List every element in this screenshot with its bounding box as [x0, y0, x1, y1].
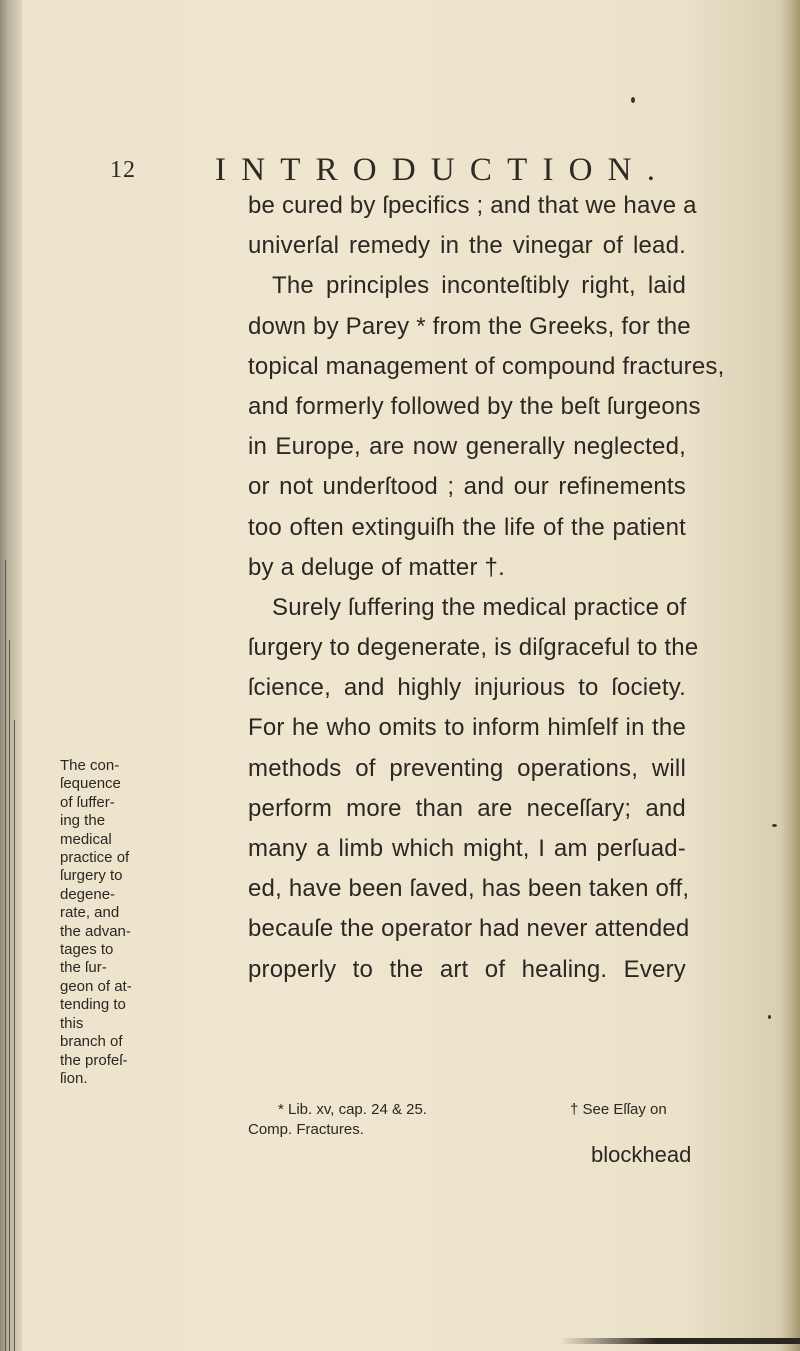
body-line: ſcience, and highly injurious to ſociety. [248, 674, 686, 702]
body-line: ſurgery to degenerate, is diſgraceful to the [248, 634, 699, 662]
body-line: many a limb which might, I am perſuad- [248, 835, 686, 862]
margin-note-line: the ſur- [60, 959, 107, 977]
body-line: becauſe the operator had never attended [248, 915, 690, 943]
catchword: blockhead [591, 1142, 692, 1167]
body-text [248, 186, 725, 990]
body-line: topical management of compound fractures, [248, 352, 725, 380]
body-line: properly to the art of healing. Every [248, 955, 686, 983]
margin-note-line: degene- [60, 885, 116, 903]
footnote-left-continued: Comp. Fractures. [248, 1121, 364, 1138]
body-line: For he who omits to inform himſelf in the [248, 714, 686, 742]
margin-note-line: of ſuffer- [60, 793, 115, 811]
body-line: down by Parey * from the Greeks, for the [248, 312, 691, 340]
margin-note-line: this [60, 1014, 84, 1032]
margin-note-line: ing the [60, 812, 106, 830]
margin-note-line: geon of at- [60, 977, 132, 995]
body-line: too often extinguiſh the life of the patient [248, 513, 686, 541]
bottom-edge-shadow [560, 1338, 800, 1344]
gutter-line [9, 640, 10, 1351]
margin-note-line: ſurgery to [60, 867, 123, 885]
margin-note-line: tending to [60, 996, 126, 1014]
margin-note-line: The con- [60, 757, 120, 774]
margin-note-line: ſion. [60, 1069, 88, 1087]
margin-note-line: tages to [60, 941, 114, 959]
body-line: or not underſtood ; and our refinements [248, 473, 686, 501]
margin-note-line: branch of [60, 1033, 123, 1051]
margin-note-line: the profeſ- [60, 1051, 128, 1069]
body-line: The principles inconteſtibly right, laid [272, 272, 686, 300]
margin-note-line: rate, and [60, 904, 120, 922]
margin-note-line: practice of [60, 849, 130, 867]
body-line: ed, have been ſaved, has been taken off, [248, 875, 690, 903]
body-line: in Europe, are now generally neglected, [248, 433, 686, 461]
ink-speck [631, 97, 635, 103]
page-number: 12 [110, 157, 136, 183]
footnote-left: * Lib. xv, cap. 24 & 25. [278, 1101, 427, 1118]
page-edge-shadow [782, 0, 800, 1351]
ink-speck [768, 1015, 771, 1019]
body-line: methods of preventing operations, will [248, 754, 686, 782]
body-line: by a deluge of matter †. [248, 553, 505, 581]
margin-note [60, 757, 142, 1088]
body-line: perform more than are neceſſary; and [248, 794, 686, 822]
body-line: univerſal remedy in the vinegar of lead. [248, 232, 686, 260]
gutter-line [14, 720, 15, 1351]
margin-note-line: the advan- [60, 922, 131, 940]
body-line: Surely ſuffering the medical practice of [272, 593, 687, 621]
binding-gutter [0, 0, 22, 1351]
margin-note-line: ſequence [60, 775, 121, 793]
body-line: and formerly followed by the beſt ſurgeons [248, 392, 701, 420]
margin-note-line: medical [60, 830, 112, 848]
ink-speck [772, 824, 777, 827]
running-head: INTRODUCTION. [215, 152, 671, 188]
gutter-line [5, 560, 6, 1351]
footnote-right: † See Eſſay on [570, 1101, 667, 1118]
body-line: be cured by ſpecifics ; and that we have a [248, 192, 697, 219]
